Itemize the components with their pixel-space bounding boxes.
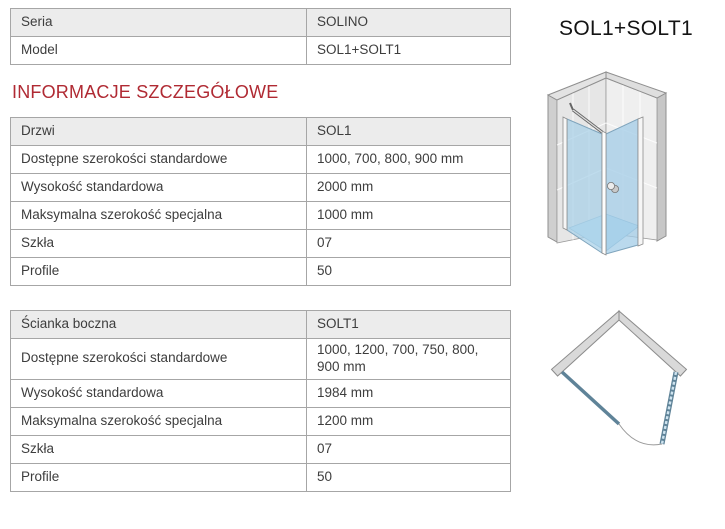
spec-label: Drzwi [11, 118, 307, 146]
table-header-row [11, 118, 511, 146]
door-spec-table [10, 117, 511, 286]
side-wall-spec-table [10, 310, 511, 492]
spec-label: Profile [11, 463, 307, 491]
plan-wall-left [552, 311, 620, 376]
spec-label: Model [11, 37, 307, 65]
spec-label: Maksymalna szerokość specjalna [11, 407, 307, 435]
spec-value: 1000 mm [307, 202, 511, 230]
table-row [11, 146, 511, 174]
table-row [11, 463, 511, 491]
spec-label: Seria [11, 9, 307, 37]
shower-plan-view-diagram [550, 298, 695, 468]
spec-label: Dostępne szerokości standardowe [11, 339, 307, 380]
spec-label: Szkła [11, 435, 307, 463]
spec-value: 1000, 1200, 700, 750, 800, 900 mm [307, 339, 511, 380]
plan-wall-right [619, 311, 687, 376]
table-row [11, 202, 511, 230]
spec-label: Profile [11, 258, 307, 286]
spec-label: Ścianka boczna [11, 311, 307, 339]
table-row [11, 339, 511, 380]
door-swing-arc [619, 424, 662, 445]
spec-value: 07 [307, 230, 511, 258]
wall-right-outer-face [657, 93, 666, 241]
spec-value: 50 [307, 463, 511, 491]
glass-side-panel [567, 119, 602, 253]
plan-side-panel [562, 372, 619, 424]
wall-profile-right [638, 117, 643, 246]
spec-value: SOLT1 [307, 311, 511, 339]
series-model-table [10, 8, 511, 65]
table-header-row [11, 311, 511, 339]
table-row [11, 258, 511, 286]
table-row [11, 407, 511, 435]
spec-label: Dostępne szerokości standardowe [11, 146, 307, 174]
diagram-title: SOL1+SOLT1 [559, 17, 693, 40]
spec-value: 1200 mm [307, 407, 511, 435]
spec-value: SOL1 [307, 118, 511, 146]
spec-label: Wysokość standardowa [11, 174, 307, 202]
section-heading: INFORMACJE SZCZEGÓŁOWE [12, 82, 279, 102]
table-row [11, 174, 511, 202]
spec-value: 1000, 700, 800, 900 mm [307, 146, 511, 174]
shower-enclosure-3d-diagram [540, 60, 700, 260]
center-profile [602, 131, 606, 255]
table-row [11, 37, 511, 65]
spec-value: 50 [307, 258, 511, 286]
spec-label: Wysokość standardowa [11, 379, 307, 407]
spec-label: Szkła [11, 230, 307, 258]
table-row [11, 379, 511, 407]
wall-left-outer-face [548, 95, 557, 242]
spec-value: SOLINO [307, 9, 511, 37]
plan-open-door [662, 372, 676, 444]
spec-value: 2000 mm [307, 174, 511, 202]
table-row [11, 435, 511, 463]
wall-profile-left [563, 117, 567, 230]
table-row [11, 9, 511, 37]
spec-value: SOL1+SOLT1 [307, 37, 511, 65]
spec-value: 1984 mm [307, 379, 511, 407]
spec-label: Maksymalna szerokość specjalna [11, 202, 307, 230]
spec-value: 07 [307, 435, 511, 463]
table-row [11, 230, 511, 258]
